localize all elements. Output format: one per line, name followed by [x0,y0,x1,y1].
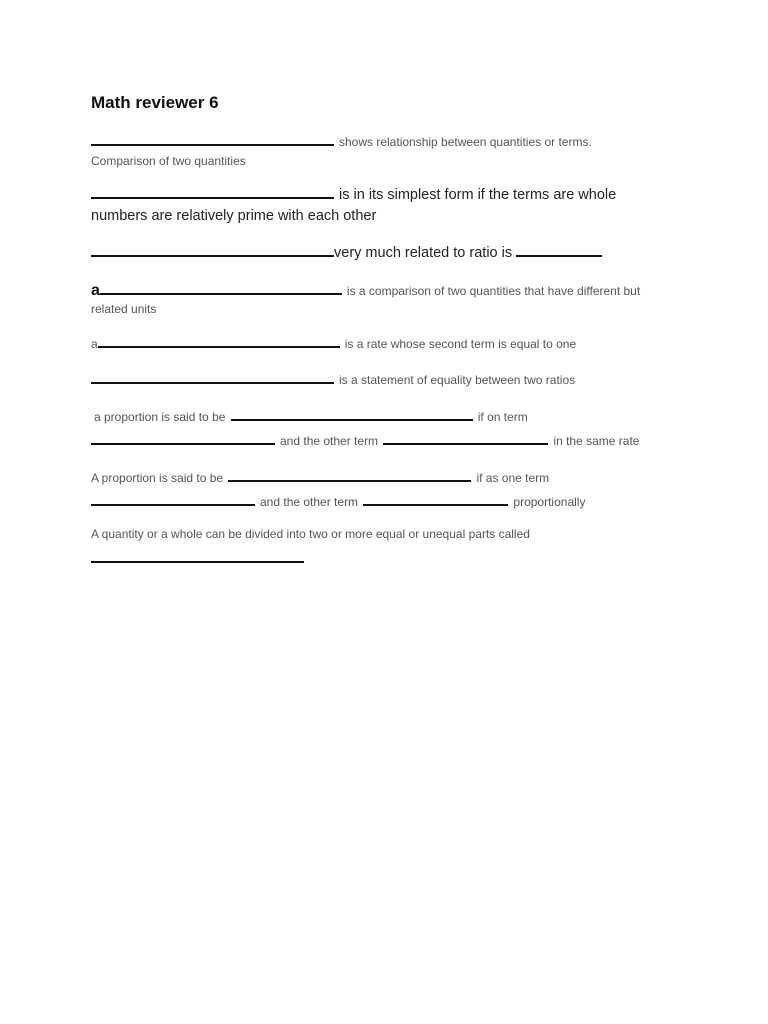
item-5-prefix: a [91,337,98,351]
answer-blank[interactable] [100,292,342,295]
answer-blank-3[interactable] [363,503,508,506]
item-8-text-a: A proportion is said to be [91,471,224,485]
document-title: Math reviewer 6 [91,93,219,112]
item-8-line-2 [91,496,585,508]
item-8-text-c: and the other term [260,495,359,509]
item-9-line-2 [91,553,309,565]
item-4-text: is a comparison of two quantities that have different but [346,284,641,298]
answer-blank[interactable] [91,381,334,384]
answer-blank-3[interactable] [383,442,548,445]
item-8-line-1 [91,472,549,484]
item-2-text: is in its simplest form if the terms are whole [339,187,617,203]
item-7-text-b: if on term [477,410,528,424]
answer-blank[interactable] [91,143,334,146]
item-7-text-d: in the same rate [553,434,640,448]
item-3-text: very much related to ratio is [334,245,513,261]
item-7-line-1 [94,411,528,423]
answer-blank-2[interactable] [516,254,602,257]
item-1-line-2: Comparison of two quantities [91,154,246,168]
item-4-line-2: related units [91,302,157,316]
answer-blank-2[interactable] [91,442,275,445]
item-8-text-d: proportionally [513,495,586,509]
item-9-line-1: A quantity or a whole can be divided into two or more equal or unequal parts called [91,527,530,541]
answer-blank[interactable] [231,418,473,421]
answer-blank[interactable] [228,479,471,482]
answer-blank[interactable] [91,196,334,199]
item-6-text: is a statement of equality between two ratios [339,373,576,387]
item-5-text: is a rate whose second term is equal to one [344,337,577,351]
answer-blank-2[interactable] [91,503,255,506]
item-6-line [91,374,575,386]
item-7-text-a: a proportion is said to be [94,410,226,424]
item-7-text-c: and the other term [280,434,379,448]
answer-blank[interactable] [98,345,340,348]
item-5-line [91,338,576,350]
item-2-line-2: numbers are relatively prime with each other [91,208,377,224]
answer-blank[interactable] [91,560,304,563]
item-4-prefix: a [91,282,100,299]
item-2-line-1 [91,188,616,203]
item-1-text: shows relationship between quantities or terms. [339,135,592,149]
answer-blank[interactable] [91,254,334,257]
item-1-line-1 [91,136,592,148]
item-8-text-b: if as one term [476,471,550,485]
item-3-line [91,246,607,261]
item-7-line-2 [91,435,639,447]
item-4-line-1 [91,283,640,299]
